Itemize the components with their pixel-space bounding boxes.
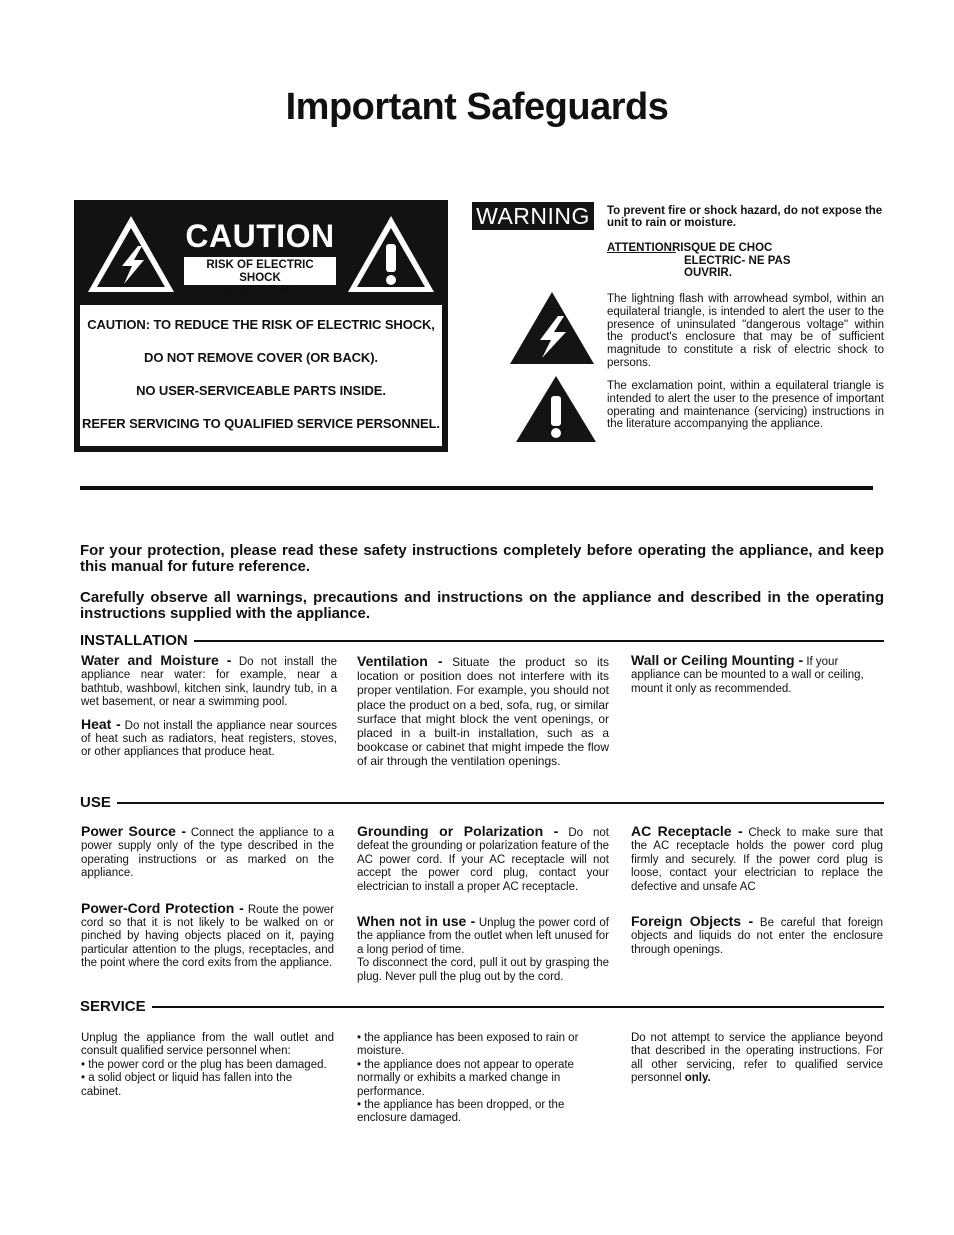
disconnect-cord-text: To disconnect the cord, pull it out by grasping the plug. Never pull the plug out by the cord. — [357, 957, 609, 983]
service-header — [80, 998, 884, 1016]
ac-receptacle-text: Check to make sure that the AC receptacle holds the power cord plug firmly and securely. If the power cord plug is loose, contact your electrician to replace the defective and unsafe AC — [631, 827, 884, 893]
power-cord-item — [81, 899, 334, 971]
grounding-item — [357, 825, 609, 894]
installation-header — [80, 632, 884, 650]
lightning-symbol-icon — [508, 290, 596, 366]
power-source-text: Connect the appliance to a power supply only of the type described in the operating instructions or as marked on the appliance. — [81, 827, 334, 880]
attention-line-3: OUVRIR. — [684, 267, 732, 279]
service-rule — [80, 1006, 884, 1008]
grounding-heading: Grounding or Polarization - — [357, 823, 559, 839]
service-col-3 — [631, 1032, 883, 1086]
heat-heading: Heat - — [81, 715, 121, 732]
caution-instructions — [80, 305, 442, 446]
power-cord-text: Route the power cord so that it is not likely to be walked on or pinched by having objects placed on it, paying particular attention to the plugs, receptacles, and the point where the cord exits from the appliance. — [81, 903, 334, 970]
caution-header — [74, 200, 448, 296]
installation-col-2 — [357, 654, 609, 769]
exclamation-symbol-text: The exclamation point, within a equilateral triangle is intended to alert the user to the presence of important operating and maintenance (servicing) instructions in the literature accompanying the appliance. — [607, 380, 884, 431]
power-source-item — [81, 825, 334, 881]
caution-line-4: REFER SERVICING TO QUALIFIED SERVICE PERSONNEL. — [82, 416, 440, 431]
foreign-objects-item — [631, 915, 883, 957]
installation-col-1 — [81, 654, 337, 760]
caution-line-1: CAUTION: TO REDUCE THE RISK OF ELECTRIC SHOCK, — [87, 317, 435, 332]
page-title: Important Safeguards — [285, 86, 669, 128]
service-note — [631, 1032, 883, 1086]
wall-mounting-text: If your appliance can be mounted to a wall or ceiling, mount it only as recommended. — [631, 656, 864, 695]
water-moisture-text: Do not install the appliance near water: for example, near a bathtub, washbowl, kitchen sink, laundry tub, in a wet basement, or near a swimming pool. — [81, 656, 337, 709]
warning-text: To prevent fire or shock hazard, do not expose the unit to rain or moisture. — [607, 205, 883, 229]
ventilation-item — [357, 654, 609, 769]
foreign-objects-heading: Foreign Objects - — [631, 913, 754, 930]
service-item-rain: • the appliance has been exposed to rain or moisture. — [357, 1032, 579, 1058]
service-item-cord-damaged: • the power cord or the plug has been damaged. — [81, 1058, 327, 1071]
service-note-text: Do not attempt to service the appliance beyond that described in the operating instructions. For all other servicing, refer to qualified service personnel — [631, 1032, 883, 1085]
service-item-abnormal: • the appliance does not appear to operate normally or exhibits a marked change in performance. — [357, 1058, 574, 1098]
wall-mounting-item — [631, 654, 883, 696]
water-moisture-item — [81, 654, 337, 710]
warning-label: WARNING — [472, 202, 594, 230]
installation-rule — [80, 640, 884, 642]
use-col-2 — [357, 825, 609, 984]
use-col-1 — [81, 825, 334, 971]
caution-panel — [74, 200, 448, 452]
wall-mounting-heading: Wall or Ceiling Mounting - — [631, 652, 804, 668]
shock-notice — [182, 255, 338, 297]
service-label: SERVICE — [80, 998, 152, 1016]
service-item-object-fallen: • a solid object or liquid has fallen into the cabinet. — [81, 1072, 293, 1098]
heat-text: Do not install the appliance near sources of heat such as radiators, heat registers, stoves, or other appliances that produce heat. — [81, 719, 337, 759]
installation-label: INSTALLATION — [80, 632, 194, 650]
grounding-text: Do not defeat the grounding or polarization feature of the AC power cord. If your AC receptacle will not accept the power cord plug, contact your electrician to install a proper AC receptacle. — [357, 827, 609, 893]
lightning-symbol-text: The lightning flash with arrowhead symbol, within an equilateral triangle, is intended to alert the user to the presence of uninsulated "dangerous voltage" within the product's enclosure that may be of sufficient magnitude to constitute a risk of electric shock to persons. — [607, 293, 884, 369]
use-rule — [80, 802, 884, 804]
ac-receptacle-heading: AC Receptacle - — [631, 823, 743, 839]
shock-line-1: RISK OF ELECTRIC SHOCK — [206, 259, 314, 284]
attention-line-1: RISQUE DE CHOC — [672, 242, 773, 254]
foreign-objects-text: Be careful that foreign objects and liquids do not enter the enclosure through openings. — [631, 917, 883, 956]
installation-col-3 — [631, 654, 883, 696]
service-note-emphasis: only. — [681, 1072, 711, 1085]
ventilation-heading: Ventilation - — [357, 653, 443, 669]
ac-receptacle-item — [631, 825, 883, 894]
caution-line-3: NO USER-SERVICEABLE PARTS INSIDE. — [136, 383, 386, 398]
exclamation-warning-icon — [346, 214, 436, 294]
not-in-use-text: Unplug the power cord of the appliance from the outlet when left unused for a long period of time. — [357, 917, 609, 956]
ventilation-text: Situate the product so its location or position does not interfere with its proper ventilation. For example, you should not place the product on a bed, sofa, rug, or similar surface that might block the vent openings, or placed in a built-in installation, such as a bookcase or cabinet that might impede the flow of air through the ventilation openings. — [357, 655, 609, 769]
caution-word: CAUTION — [185, 218, 335, 254]
use-header — [80, 794, 884, 812]
use-col-3 — [631, 825, 883, 957]
not-in-use-heading: When not in use - — [357, 913, 476, 930]
heat-item — [81, 715, 337, 760]
not-in-use-item — [357, 915, 609, 957]
exclamation-symbol-icon — [514, 374, 598, 444]
use-label: USE — [80, 794, 117, 812]
water-moisture-heading: Water and Moisture - — [81, 652, 232, 668]
service-col-1 — [81, 1032, 334, 1099]
section-divider — [80, 486, 873, 490]
attention-label: ATTENTION: — [607, 242, 676, 254]
power-cord-heading: Power-Cord Protection - — [81, 899, 244, 916]
shock-line-2: DO NOT OPEN — [219, 285, 301, 297]
intro-paragraph-1: For your protection, please read these safety instructions completely before operating the appliance, and keep this manual for future reference. — [80, 542, 884, 575]
lightning-warning-icon — [86, 214, 176, 294]
attention-line-2: ELECTRIC- NE PAS — [684, 255, 791, 267]
service-item-dropped: • the appliance has been dropped, or the enclosure damaged. — [357, 1099, 565, 1125]
intro-paragraph-2: Carefully observe all warnings, precautions and instructions on the appliance and described in the operating instructions supplied with the appliance. — [80, 589, 884, 622]
service-col-2 — [357, 1032, 607, 1126]
power-source-heading: Power Source - — [81, 823, 187, 839]
caution-line-2: DO NOT REMOVE COVER (OR BACK). — [144, 350, 378, 365]
service-intro: Unplug the appliance from the wall outlet and consult qualified service personnel when: — [81, 1032, 334, 1058]
